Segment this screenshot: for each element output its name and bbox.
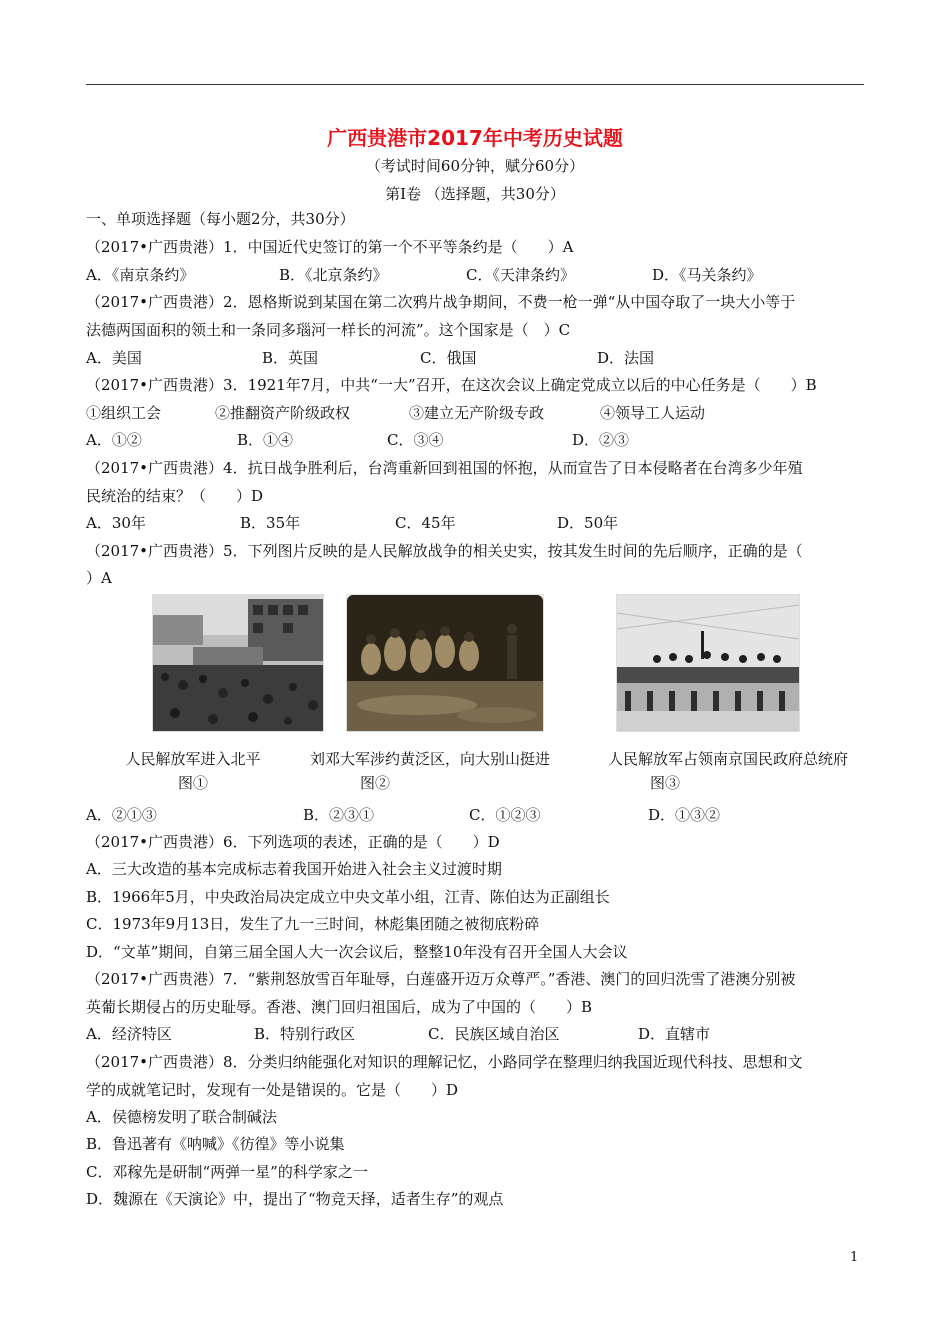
q5-option-b: B．②③①: [303, 806, 375, 824]
volume-heading: 第Ⅰ卷 （选择题，共30分）: [385, 185, 565, 203]
q7-stem-line2: 英葡长期侵占的历史耻辱。香港、澳门回归祖国后，成为了中国的（ ）B: [86, 998, 593, 1016]
q3-item-2: ②推翻资产阶级政权: [215, 404, 351, 422]
q4-option-c: C．45年: [395, 514, 456, 532]
q3-item-3: ③建立无产阶级专政: [409, 404, 545, 422]
q8-stem-line2: 学的成就笔记时，发现有一处是错误的。它是（ ）D: [86, 1081, 459, 1099]
figure-1-caption: 人民解放军进入北平: [125, 750, 261, 768]
q1-option-d: D．《马关条约》: [652, 266, 762, 284]
figure-1-label: 图①: [177, 774, 208, 792]
figure-3-photo: [616, 594, 800, 732]
q6-option-a: A．三大改造的基本完成标志着我国开始进入社会主义过渡时期: [86, 860, 502, 878]
q3-item-1: ①组织工会: [86, 404, 162, 422]
q4-stem-line2: 民统治的结束？（ ）D: [86, 487, 264, 505]
q8-option-d: D．魏源在《天演论》中，提出了“物竞天择，适者生存”的观点: [86, 1190, 504, 1208]
q5-stem-line1: （2017•广西贵港）5．下列图片反映的是人民解放战争的相关史实，按其发生时间的先后顺序，正确的是（: [86, 542, 803, 560]
q8-option-c: C．邓稼先是研制“两弹一星”的科学家之一: [86, 1163, 368, 1181]
q3-option-c: C．③④: [387, 431, 444, 449]
q2-stem-line2: 法德两国面积的领土和一条同多瑙河一样长的河流”。这个国家是（ ）C: [86, 321, 571, 339]
q7-option-b: B．特别行政区: [254, 1025, 356, 1043]
q3-item-4: ④领导工人运动: [600, 404, 706, 422]
figure-2-label: 图②: [359, 774, 390, 792]
q1-option-a: A．《南京条约》: [86, 266, 195, 284]
q4-option-d: D．50年: [557, 514, 619, 532]
q7-option-c: C．民族区域自治区: [428, 1025, 560, 1043]
q8-stem-line1: （2017•广西贵港）8．分类归纳能强化对知识的理解记忆，小路同学在整理归纳我国近现代科技、思想和文: [86, 1053, 803, 1071]
q6-option-c: C．1973年9月13日，发生了九一三时间，林彪集团随之被彻底粉碎: [86, 915, 540, 933]
figure-3-label: 图③: [649, 774, 680, 792]
q3-stem: （2017•广西贵港）3．1921年7月，中共“一大”召开，在这次会议上确定党成立以后的中心任务是（ ）B: [86, 376, 817, 394]
q1-stem: （2017•广西贵港）1．中国近代史签订的第一个不平等条约是（ ）A: [86, 238, 574, 256]
q4-option-a: A．30年: [86, 514, 146, 532]
q3-option-b: B．①④: [237, 431, 294, 449]
q2-option-d: D．法国: [597, 349, 655, 367]
q7-stem-line1: （2017•广西贵港）7．“紫荆怒放雪百年耻辱，白莲盛开迈万众尊严。”香港、澳门的回归洗雪了港澳分别被: [86, 970, 796, 988]
section-heading: 一、单项选择题（每小题2分，共30分）: [86, 210, 355, 228]
figure-1-photo: [152, 594, 324, 732]
q6-option-d: D．“文革”期间，自第三届全国人大一次会议后，整整10年没有召开全国人大会议: [86, 943, 628, 961]
q7-option-a: A．经济特区: [86, 1025, 172, 1043]
q2-option-a: A．美国: [86, 349, 142, 367]
q1-option-c: C．《天津条约》: [466, 266, 575, 284]
q3-option-d: D．②③: [572, 431, 630, 449]
q5-option-d: D．①③②: [648, 806, 721, 824]
q5-option-c: C．①②③: [469, 806, 541, 824]
q6-option-b: B．1966年5月，中央政治局决定成立中央文革小组，江青、陈伯达为正副组长: [86, 888, 610, 906]
page-title: 广西贵港市2017年中考历史试题: [327, 126, 623, 150]
q7-option-d: D．直辖市: [638, 1025, 711, 1043]
q2-stem-line1: （2017•广西贵港）2．恩格斯说到某国在第二次鸦片战争期间，不费一枪一弹“从中国夺取了一块大小等于: [86, 293, 796, 311]
q4-stem-line1: （2017•广西贵港）4．抗日战争胜利后，台湾重新回到祖国的怀抱，从而宣告了日本侵略者在台湾多少年殖: [86, 459, 803, 477]
q6-stem: （2017•广西贵港）6．下列选项的表述，正确的是（ ）D: [86, 833, 500, 851]
header-rule: [86, 84, 864, 85]
figure-3-caption: 人民解放军占领南京国民政府总统府: [607, 750, 848, 768]
exam-info: （考试时间60分钟，赋分60分）: [365, 157, 585, 175]
q2-option-c: C．俄国: [420, 349, 477, 367]
q8-option-b: B．鲁迅著有《呐喊》《彷徨》等小说集: [86, 1135, 345, 1153]
page-number: 1: [850, 1250, 859, 1265]
figure-2-photo: [346, 594, 544, 732]
q2-option-b: B．英国: [262, 349, 319, 367]
q1-option-b: B．《北京条约》: [279, 266, 388, 284]
q4-option-b: B．35年: [240, 514, 301, 532]
figure-2-caption: 刘邓大军涉约黄泛区，向大别山挺进: [309, 750, 550, 768]
q5-option-a: A．②①③: [86, 806, 157, 824]
q5-stem-line2: ）A: [86, 569, 112, 587]
q3-option-a: A．①②: [86, 431, 142, 449]
q8-option-a: A．侯德榜发明了联合制碱法: [86, 1108, 277, 1126]
